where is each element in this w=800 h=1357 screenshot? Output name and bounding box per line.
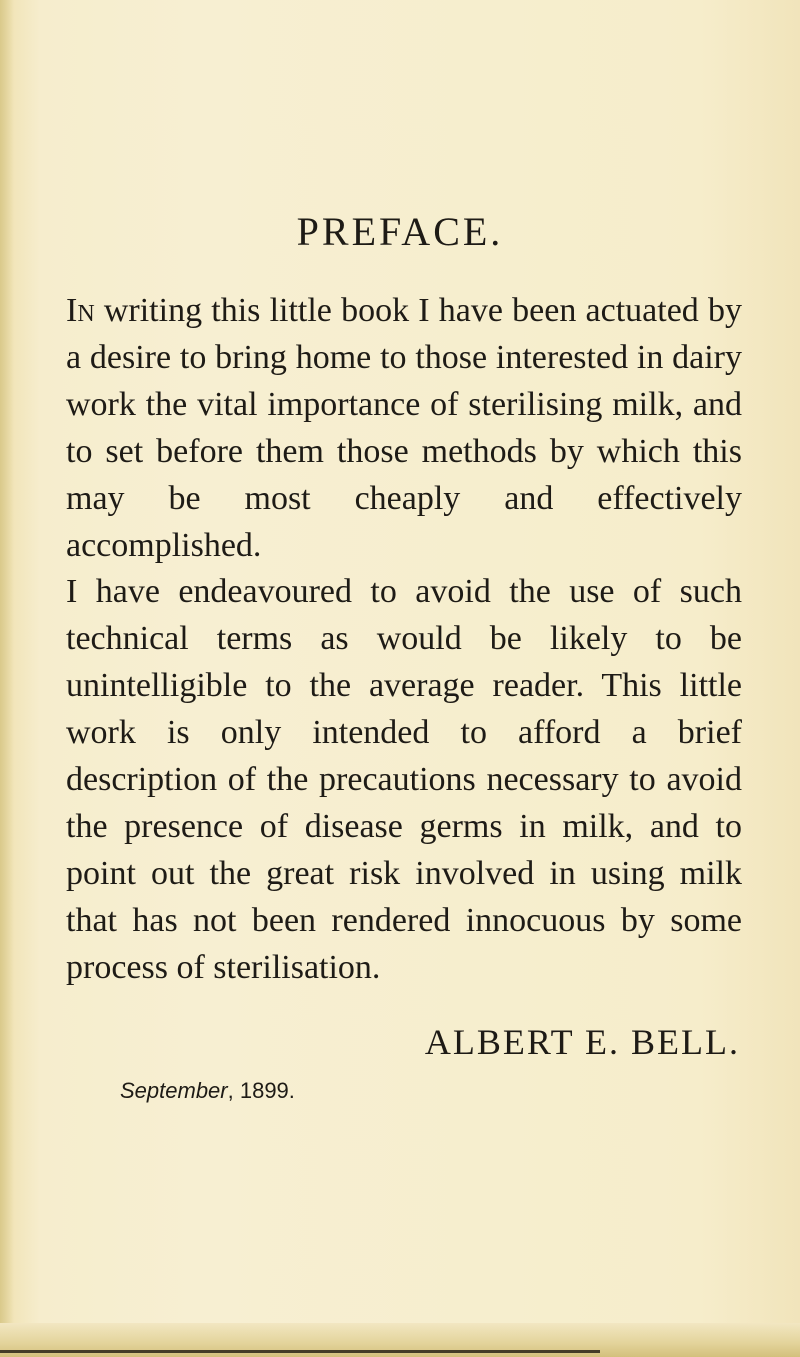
paragraph-1-text: writing this little book I have been actuated by a desire to bring home to those interested in dairy work the vital importance of sterilising milk, and to set before them those methods by which this may be most cheaply and effectively accomplished. (66, 292, 742, 564)
bottom-rule (0, 1350, 600, 1353)
page-gutter-shadow (0, 0, 14, 1357)
paragraph-2: I have endeavoured to avoid the use of such technical terms as would be likely to be unintelligible to the average reader. This little work is only intended to afford a brief description of the precautions necessary to avoid the presence of disease germs in milk, and to point out the great risk involved in using milk that has not been rendered innocuous by some process of sterilisation. (66, 573, 742, 986)
date-year: , 1899. (227, 1078, 295, 1103)
page-title: PREFACE. (296, 209, 504, 254)
paragraph-1 (66, 288, 742, 569)
date-month: September (120, 1078, 228, 1103)
paragraph-1-lead: In (66, 292, 95, 329)
date-line (120, 1076, 295, 1106)
preface-body (66, 288, 742, 992)
author-signature: ALBERT E. BELL. (424, 1022, 740, 1062)
